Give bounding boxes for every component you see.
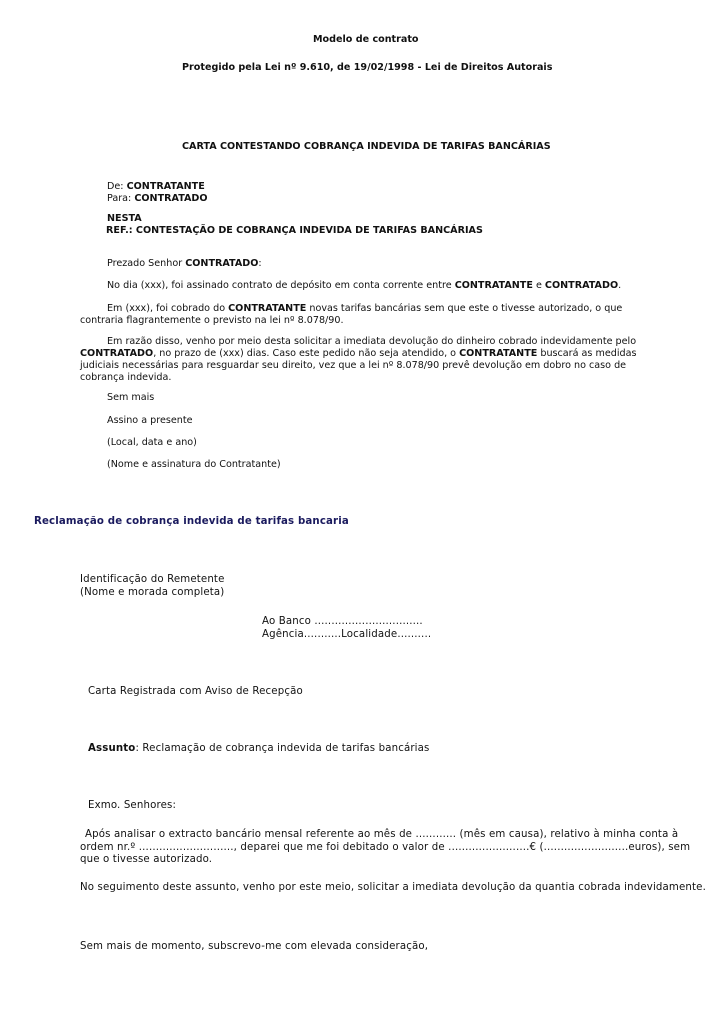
- p3-contratante: CONTRATANTE: [459, 348, 538, 359]
- greeting-suffix: :: [258, 258, 262, 269]
- to-line: [107, 193, 208, 205]
- reference-line: REF.: CONTESTAÇÃO DE COBRANÇA INDEVIDA DE TARIFAS BANCÁRIAS: [106, 225, 483, 236]
- p1-text-c: e: [535, 280, 542, 291]
- p3-text-e: buscará as medidas judiciais necessárias para resguardar seu direito, vez que a lei nº 8.078/90 prevê devolução em dobro no caso de cobrança indevida.: [80, 348, 637, 383]
- copyright-notice: Protegido pela Lei nº 9.610, de 19/02/1998 - Lei de Direitos Autorais: [182, 62, 553, 73]
- body-paragraph-1: Após analisar o extracto bancário mensal referente ao mês de ............ (mês em causa), relativo à minha conta à ordem nr.º ............................, deparei que me foi debitado o valor de ........................€ (.........................euros), sem que o tivesse autorizado.: [80, 829, 691, 865]
- to-value: CONTRATADO: [134, 193, 208, 204]
- subject-line: [88, 743, 430, 755]
- greeting: [107, 258, 262, 270]
- p1-text-e: .: [618, 280, 622, 291]
- p3-text-c: , no prazo de (xxx) dias. Caso este pedido não seja atendido, o: [153, 348, 457, 359]
- sender-identification: Identificação do Remetente: [80, 574, 225, 585]
- p1-contratante: CONTRATANTE: [454, 280, 533, 291]
- subject-label: Assunto: [88, 743, 136, 754]
- body-paragraph-2: No seguimento deste assunto, venho por este meio, solicitar a imediata devolução da quantia cobrada indevidamente.: [80, 882, 706, 893]
- from-value: CONTRATANTE: [126, 181, 205, 192]
- p2-text-a: Em (xxx), foi cobrado do: [107, 303, 226, 314]
- greeting-prefix: Prezado Senhor: [107, 258, 183, 269]
- from-line: [107, 181, 205, 193]
- bank-line: Ao Banco ................................: [262, 616, 423, 627]
- paragraph-3: [80, 336, 640, 384]
- to-label: Para:: [107, 193, 132, 204]
- greeting-name: CONTRATADO: [185, 258, 259, 269]
- from-label: De:: [107, 181, 124, 192]
- p2-text-c: novas tarifas bancárias sem que este o tivesse autorizado, o que contraria flagrantemente o previsto na lei nº 8.078/90.: [80, 303, 623, 326]
- nesta-line: NESTA: [107, 213, 142, 224]
- name-signature: (Nome e assinatura do Contratante): [107, 459, 281, 470]
- model-title: Modelo de contrato: [313, 34, 419, 45]
- paragraph-1: [107, 280, 621, 292]
- subject-value: : Reclamação de cobrança indevida de tarifas bancárias: [135, 743, 430, 754]
- place-date: (Local, data e ano): [107, 437, 197, 448]
- p1-text-a: No dia (xxx), foi assinado contrato de depósito em conta corrente entre: [107, 280, 452, 291]
- paragraph-2: [80, 303, 640, 327]
- p2-contratante: CONTRATANTE: [228, 303, 307, 314]
- p3-text-a: Em razão disso, venho por meio desta solicitar a imediata devolução do dinheiro cobrado indevidamente pelo: [107, 336, 637, 347]
- closing-line: Sem mais de momento, subscrevo-me com elevada consideração,: [80, 941, 429, 952]
- p3-contratado: CONTRATADO: [80, 348, 154, 359]
- sign-present: Assino a presente: [107, 415, 193, 426]
- salutation: Exmo. Senhores:: [88, 800, 177, 811]
- p1-contratado: CONTRATADO: [544, 280, 619, 291]
- registered-mail: Carta Registrada com Aviso de Recepção: [88, 686, 303, 697]
- letter-title: CARTA CONTESTANDO COBRANÇA INDEVIDA DE TARIFAS BANCÁRIAS: [182, 141, 551, 152]
- closing: Sem mais: [107, 392, 155, 403]
- section-heading: Reclamação de cobrança indevida de tarifas bancaria: [34, 516, 349, 527]
- agency-line: Agência...........Localidade..........: [262, 629, 432, 640]
- sender-address: (Nome e morada completa): [80, 587, 225, 598]
